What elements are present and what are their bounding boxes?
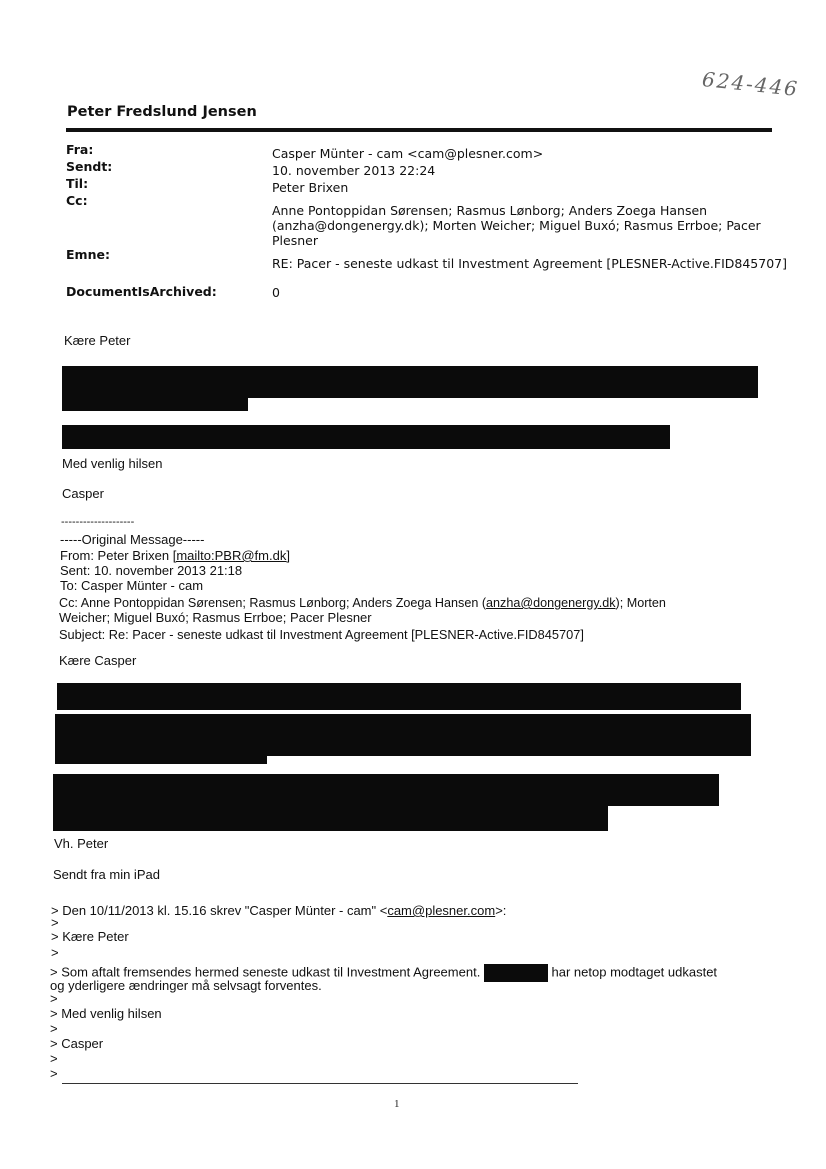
handwritten-page-number: 624-446 — [701, 66, 801, 102]
quoted-divider-line — [62, 1083, 578, 1084]
quoted-greeting: > Kære Peter — [51, 929, 129, 944]
original-from — [60, 548, 290, 563]
reply-greeting: Kære Peter — [64, 333, 131, 348]
quoted-line: > — [50, 1066, 58, 1081]
quoted-line: > — [50, 1021, 58, 1036]
original-cc-email-link[interactable]: anzha@dongenergy.dk — [486, 596, 616, 610]
quoted-line: > — [50, 991, 58, 1006]
original-cc-prefix: Cc: Anne Pontoppidan Sørensen; Rasmus Lønborg; Anders Zoega Hansen ( — [59, 596, 487, 610]
quoted-body-prefix: > Som aftalt fremsendes hermed seneste udkast til Investment Agreement. — [50, 964, 484, 980]
sent-value: 10. november 2013 22:24 — [272, 163, 436, 178]
separator-dashes: -------------------- — [61, 516, 135, 528]
from-value: Casper Münter - cam <cam@plesner.com> — [272, 146, 544, 161]
header-divider — [66, 128, 772, 132]
cc-label: Cc: — [66, 193, 88, 208]
quoted-body-line-2: og yderligere ændringer må selvsagt forventes. — [50, 978, 322, 993]
cc-value-line-3: Plesner — [272, 233, 318, 248]
mailbox-owner-name: Peter Fredslund Jensen — [67, 104, 257, 120]
redaction-block — [484, 964, 548, 982]
archived-value: 0 — [272, 285, 280, 300]
redaction-block — [55, 714, 751, 756]
redaction-block — [57, 683, 741, 710]
original-closing: Vh. Peter — [54, 836, 109, 851]
reply-closing: Med venlig hilsen — [62, 456, 163, 471]
subject-value: RE: Pacer - seneste udkast til Investment Agreement [PLESNER-Active.FID845707] — [272, 256, 787, 271]
redaction-block — [55, 752, 267, 764]
to-label: Til: — [66, 176, 89, 191]
original-from-prefix: From: Peter Brixen — [60, 548, 173, 563]
original-to: To: Casper Münter - cam — [60, 578, 204, 593]
quoted-intro — [51, 903, 506, 918]
redaction-block — [53, 774, 719, 806]
from-label: Fra: — [66, 142, 94, 157]
quoted-intro-prefix: > Den 10/11/2013 kl. 15.16 skrev "Casper Münter - cam" < — [51, 903, 388, 918]
original-subject: Subject: Re: Pacer - seneste udkast til Investment Agreement [PLESNER-Active.FID845707] — [59, 627, 584, 642]
quoted-signature: > Casper — [50, 1036, 104, 1051]
sent-label: Sendt: — [66, 159, 113, 174]
original-message-title: -----Original Message----- — [60, 532, 205, 547]
quoted-line: > — [51, 945, 59, 960]
quoted-line: > — [51, 915, 59, 930]
redaction-block — [62, 425, 670, 449]
quoted-closing: > Med venlig hilsen — [50, 1006, 162, 1021]
to-value: Peter Brixen — [272, 180, 349, 195]
quoted-intro-email-link[interactable]: cam@plesner.com — [387, 903, 496, 918]
archived-label: DocumentIsArchived: — [66, 284, 217, 299]
subject-label: Emne: — [66, 247, 110, 262]
original-from-mailto-link[interactable]: [mailto:PBR@fm.dk] — [172, 548, 290, 563]
redaction-block — [62, 396, 248, 411]
quoted-line: > — [50, 1051, 58, 1066]
original-sent: Sent: 10. november 2013 21:18 — [60, 563, 243, 578]
original-cc-suffix: ); Morten — [615, 596, 666, 610]
original-device-signature: Sendt fra min iPad — [53, 867, 160, 882]
reply-signature: Casper — [62, 486, 104, 501]
page-number: 1 — [394, 1098, 400, 1110]
cc-value-line-2: (anzha@dongenergy.dk); Morten Weicher; Miguel Buxó; Rasmus Errboe; Pacer — [272, 218, 761, 233]
redaction-block — [53, 804, 608, 831]
original-cc-line-2: Weicher; Miguel Buxó; Rasmus Errboe; Pacer Plesner — [59, 610, 372, 625]
quoted-intro-suffix: >: — [495, 903, 507, 918]
original-greeting: Kære Casper — [59, 653, 137, 668]
redaction-block — [62, 366, 758, 398]
cc-value-line-1: Anne Pontoppidan Sørensen; Rasmus Lønborg; Anders Zoega Hansen — [272, 203, 708, 218]
original-cc — [59, 596, 666, 611]
quoted-body-suffix: har netop modtaget udkastet — [547, 964, 718, 980]
